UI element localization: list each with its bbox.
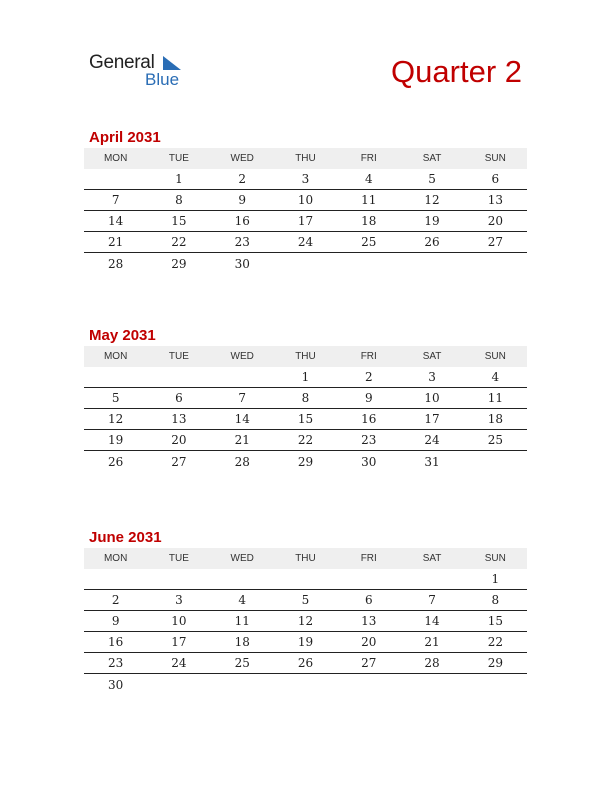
day-cell: 21 <box>234 433 250 447</box>
weekday-header-row <box>84 548 527 569</box>
day-cell: 11 <box>234 614 250 628</box>
weekday-header: SAT <box>422 351 442 362</box>
day-cell: 3 <box>175 593 183 607</box>
weekday-header: THU <box>295 351 316 362</box>
day-cell: 19 <box>297 635 314 649</box>
week-row <box>84 569 527 590</box>
day-cell: 2 <box>364 370 373 384</box>
generalblue-logo <box>89 52 189 92</box>
day-cell: 4 <box>238 593 247 607</box>
logo-text-general: General <box>89 52 155 73</box>
day-cell: 30 <box>361 454 377 469</box>
day-cell: 15 <box>297 412 314 426</box>
day-cell: 13 <box>487 193 503 207</box>
weekday-header: MON <box>103 553 128 564</box>
day-cell: 10 <box>171 614 187 628</box>
day-cell: 6 <box>364 593 373 607</box>
day-cell: 17 <box>297 214 314 228</box>
weekday-header: WED <box>230 153 254 164</box>
weekday-header: MON <box>103 153 128 164</box>
weekday-header: TUE <box>168 553 189 564</box>
day-cell: 22 <box>297 433 314 447</box>
day-cell: 29 <box>171 256 187 271</box>
day-cell: 22 <box>487 635 503 649</box>
day-cell: 14 <box>234 412 250 426</box>
day-cell: 5 <box>301 593 310 607</box>
day-cell: 22 <box>171 235 187 249</box>
day-cell: 25 <box>234 656 250 670</box>
week-row <box>84 367 527 388</box>
weekday-header: SAT <box>422 553 442 564</box>
month-title: April 2031 <box>89 129 161 146</box>
day-cell: 4 <box>364 172 373 186</box>
weekday-header: FRI <box>360 351 377 362</box>
day-cell: 4 <box>491 370 500 384</box>
day-cell: 31 <box>424 454 440 469</box>
day-cell: 26 <box>424 235 440 249</box>
day-cell: 2 <box>238 172 247 186</box>
weekday-header: FRI <box>360 153 377 164</box>
day-cell: 3 <box>301 172 310 186</box>
weekday-header: MON <box>103 351 128 362</box>
day-cell: 19 <box>108 433 124 447</box>
day-cell: 29 <box>487 656 503 670</box>
day-cell: 24 <box>297 235 314 249</box>
week-row <box>84 169 527 190</box>
day-cell: 23 <box>108 656 124 670</box>
day-cell: 18 <box>361 214 377 228</box>
week-row <box>84 253 527 274</box>
day-cell: 15 <box>171 214 187 228</box>
day-cell: 6 <box>491 172 500 186</box>
day-cell: 18 <box>487 412 503 426</box>
day-cell: 17 <box>171 635 187 649</box>
day-cell: 20 <box>171 433 187 447</box>
week-row <box>84 211 527 232</box>
day-cell: 9 <box>364 391 373 405</box>
weekday-header: WED <box>230 351 254 362</box>
week-row <box>84 632 527 653</box>
day-cell: 3 <box>428 370 436 384</box>
day-cell: 7 <box>111 193 120 207</box>
day-cell: 25 <box>361 235 377 249</box>
weekday-header: WED <box>230 553 254 564</box>
day-cell: 16 <box>361 412 377 426</box>
day-cell: 24 <box>424 433 440 447</box>
day-cell: 26 <box>108 454 124 469</box>
day-cell: 24 <box>171 656 187 670</box>
day-cell: 10 <box>424 391 440 405</box>
day-cell: 7 <box>428 593 436 607</box>
day-cell: 7 <box>238 391 247 405</box>
weekday-header: THU <box>295 553 316 564</box>
day-cell: 27 <box>487 235 503 249</box>
month-title: June 2031 <box>89 529 162 546</box>
day-cell: 28 <box>108 256 124 271</box>
week-row <box>84 451 527 472</box>
month-calendar <box>84 326 527 472</box>
day-cell: 27 <box>171 454 187 469</box>
day-cell: 5 <box>428 172 436 186</box>
day-cell: 13 <box>361 614 377 628</box>
day-cell: 30 <box>108 677 124 692</box>
week-row <box>84 232 527 253</box>
month-calendar <box>84 528 527 695</box>
day-cell: 19 <box>424 214 440 228</box>
month-calendar <box>84 128 527 274</box>
day-cell: 9 <box>238 193 247 207</box>
day-cell: 20 <box>487 214 503 228</box>
week-row <box>84 430 527 451</box>
day-cell: 28 <box>234 454 250 469</box>
month-title: May 2031 <box>89 327 156 344</box>
day-cell: 10 <box>297 193 314 207</box>
weekday-header: SAT <box>422 153 442 164</box>
day-cell: 6 <box>175 391 183 405</box>
weekday-header-row <box>84 346 527 367</box>
day-cell: 2 <box>111 593 120 607</box>
day-cell: 12 <box>108 412 124 426</box>
day-cell: 11 <box>361 193 377 207</box>
weekday-header: SUN <box>484 351 506 362</box>
day-cell: 23 <box>234 235 250 249</box>
logo-text-blue: Blue <box>145 70 180 89</box>
week-row <box>84 653 527 674</box>
day-cell: 27 <box>361 656 377 670</box>
day-cell: 21 <box>424 635 440 649</box>
day-cell: 21 <box>108 235 124 249</box>
day-cell: 8 <box>301 391 310 405</box>
day-cell: 9 <box>111 614 120 628</box>
day-cell: 17 <box>424 412 440 426</box>
weekday-header: TUE <box>168 153 189 164</box>
week-row <box>84 674 527 695</box>
week-row <box>84 590 527 611</box>
day-cell: 8 <box>175 193 183 207</box>
day-cell: 18 <box>234 635 250 649</box>
day-cell: 11 <box>487 391 503 405</box>
day-cell: 1 <box>491 572 500 586</box>
week-row <box>84 611 527 632</box>
weekday-header: SUN <box>484 553 506 564</box>
weekday-header: TUE <box>168 351 189 362</box>
day-cell: 23 <box>361 433 377 447</box>
week-row <box>84 388 527 409</box>
day-cell: 13 <box>171 412 187 426</box>
day-cell: 12 <box>297 614 314 628</box>
page-title: Quarter 2 <box>391 54 522 89</box>
day-cell: 15 <box>487 614 503 628</box>
day-cell: 5 <box>111 391 120 405</box>
day-cell: 26 <box>297 656 314 670</box>
weekday-header: THU <box>295 153 316 164</box>
day-cell: 12 <box>424 193 440 207</box>
day-cell: 14 <box>108 214 124 228</box>
weekday-header-row <box>84 148 527 169</box>
day-cell: 29 <box>297 454 314 469</box>
day-cell: 8 <box>491 593 500 607</box>
day-cell: 16 <box>234 214 250 228</box>
day-cell: 28 <box>424 656 440 670</box>
weekday-header: FRI <box>360 553 377 564</box>
week-row <box>84 190 527 211</box>
day-cell: 25 <box>487 433 503 447</box>
day-cell: 30 <box>234 256 250 271</box>
weekday-header: SUN <box>484 153 506 164</box>
day-cell: 1 <box>301 370 310 384</box>
day-cell: 14 <box>424 614 440 628</box>
day-cell: 16 <box>108 635 124 649</box>
week-row <box>84 409 527 430</box>
day-cell: 1 <box>175 172 183 186</box>
day-cell: 20 <box>361 635 377 649</box>
